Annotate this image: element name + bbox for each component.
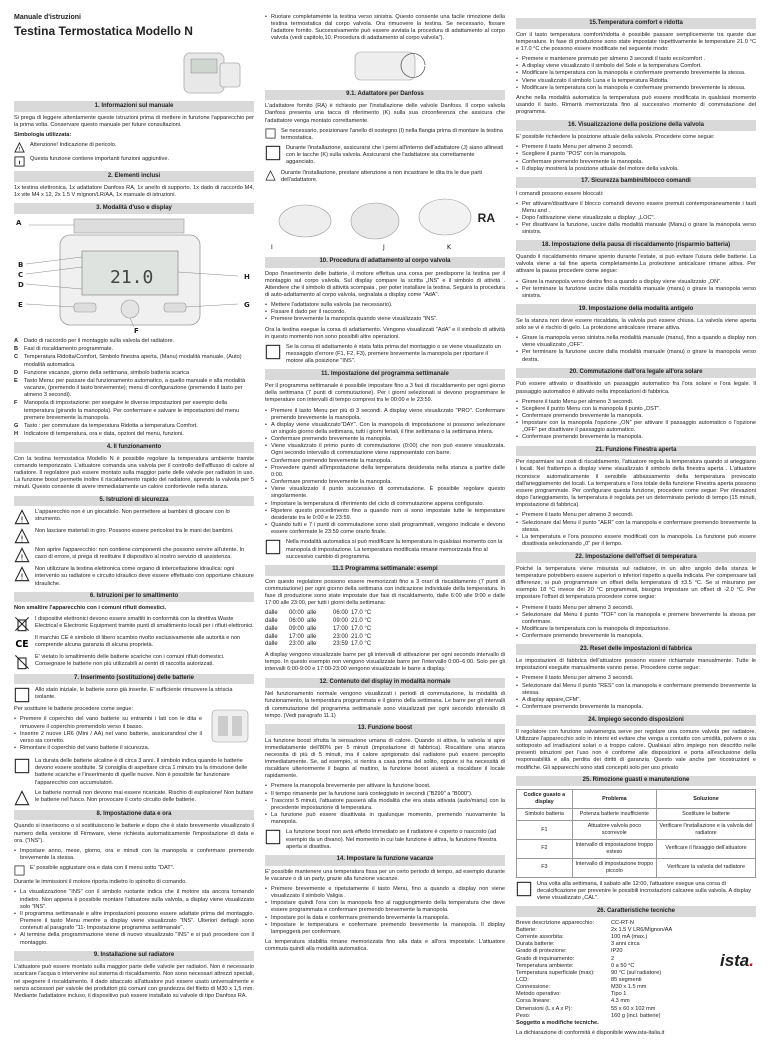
s8-text: Quando si inseriscono o si sostituiscono le batterie e dopo che è stato brevemente visualizzato il numero della versione di Firmware, viene richiesta automaticamente l'impostazione di data e ora. ("INS"). <box>14 823 254 844</box>
section-14-heading: 14. Impostare la funzione vacanze <box>265 855 505 866</box>
svg-text:21.0: 21.0 <box>110 267 154 289</box>
section-15-heading: 15.Temperatura comfort e ridotta <box>516 18 756 29</box>
schedule-table: dalle 00:00 alle 06:00 17.0 °C dalle 06:00 alle 09:00 21.0 °C dalle 09:00 alle 17:00 17.0 °C dalle 17:00 alle 23:00 21.0 °C dalle 23:00 alle 23:59 17.0 °C <box>265 610 372 648</box>
section-20-heading: 20. Commutazione dall'ora legale all'ora solare <box>516 368 756 379</box>
section-24-heading: 24. Impiego secondo disposizioni <box>516 715 756 726</box>
s25-note: Una volta alla settimana, il sabato alle 12:00, l'attuatore esegue una corsa di decalcificazione per prevenire le possibili incrostazioni calcaree sulla valvola. A display viene visualizzato „CAL". <box>537 880 751 901</box>
list-item: • Il tempo rimanente per la funzione sarà conteggiato in secondi ("B299" a "B000"). <box>265 791 505 798</box>
list-item: • Premere il tasto Menu per almeno 3 secondi. <box>516 675 756 682</box>
list-item: • Trascorsi 5 minuti, l'attuatore passerà alla modalità che era stata attivata (auto/manu) con la precedente impostazione di temperatura. <box>265 798 505 812</box>
s15-text-2: Anche nella modalità automatica la temperatura può essere modificata in qualsiasi momento usando il tasto. Rimarrà memorizzata fino al successivo momento di commutazione del programma. <box>516 94 756 116</box>
warning-icon <box>265 170 276 181</box>
list-item: • Confermare premendo brevemente la manopola. <box>516 434 756 441</box>
section-13-heading: 13. Funzione boost <box>265 724 505 735</box>
info-icon <box>14 758 30 774</box>
list-item: • Scegliere il punto "POS" con la manopola. <box>516 151 756 158</box>
s11-text: Per il programma settimanale è possibile impostare fino a 3 fasi di riscaldamento per ogni giorno della settimana (7 punti di commutazione). Per i giorni selezionati si devono programmare le temperature con intervalli di tempo compresi tra le 00:00 e le 23:59. <box>265 383 505 404</box>
section-21-heading: 21. Funzione Finestra aperta <box>516 446 756 457</box>
list-item: • A display viene visualizzato"DAY". Con la manopola di impostazione si possono selezionare un singolo giorno della settimana, tutti i giorni feriali, il fine settimana o la settimana intera. <box>265 422 505 436</box>
list-item: • Viene visualizzato il simbolo Luna e la temperatura Ridotta. <box>516 78 756 85</box>
list-item: • Viene visualizzato il primo punto di commutazione (0:00) che non può essere visualizzata. Ogni secondo intervallo di commutazione viene rappresentato con barre. <box>265 443 505 457</box>
product-image-area <box>14 47 254 97</box>
svg-text:G: G <box>244 301 250 310</box>
list-item: • Il programma settimanale e altre impostazioni possono essere adattate prima del montaggio. Premere il tasto Menu mentre a display viene visualizzato "INS". Ulteriori dettagli sono contenuti al paragrafo "11- Impostazione programma settimanale". <box>14 911 254 932</box>
s111-text-2: A display vengono visualizzate barre per gli intervalli di attivazione per ogni secondo intervallo di tempo. In questo esempio non vengono visualizzate barre per l'intervallo 0:00–6:00. Solo per gli intervalli 6:00-9:00 e 17:00-23:00 vengono visualizzate le barre a display. <box>265 652 505 673</box>
table-header-row: Codice guasto a display Problema Soluzione <box>517 790 756 809</box>
s6-note-1: I dispositivi elettronici devono essere smaltiti in conformità con la direttiva Waste Electrical e Electronic Equipment tramite punti di smaltimento locali per i rifiuti elettronici. <box>35 615 254 629</box>
thermostat-product-icon <box>14 47 254 97</box>
info-icon <box>14 865 25 876</box>
s4-text: Con la testina termostatica Modello N è possibile regolare la temperatura ambiente tramite comando temporizzato. L'attuatore comanda una valvola per il controllo dell'afflusso di calore al radiatore. Il regolatore può essere montato sulla maggior parte delle valvole per radiatori in uso. La funzione boost permette inoltre il riscaldamento rapido del radiatore, aprendo la valvola per 5 minuti. Questo consente di avere immediatamente un calore confortevole nella stanza. <box>14 455 254 491</box>
warning-icon <box>14 790 30 806</box>
ista-logo <box>720 950 754 972</box>
section-11-1-heading: 11.1 Programma settimanale: esempi <box>265 565 505 576</box>
s21-text: Per risparmiare sui costi di riscaldamento, l'attuatore regola la temperatura quando si arieggiano i locali. Nel frattempo a display viene visualizzato il simbolo della finestra aperta . L'attuatore riconosce automaticamente il sensibile abbassamento della temperatura provocato dall'arieggiamento dei locali. La temperatura e l'ora totale della funzione Finestra aperta possono essere programmate. Per configurare questa funzione, procedere come segue: Per rilevazioni dopo l'arieggiamento, la temperatura è regolata per un determinato periodo di tempo (15 minuti, impostazione di fabbrica). <box>516 459 756 509</box>
info-icon <box>265 145 281 161</box>
svg-text:!: ! <box>18 147 21 154</box>
s12-text: Nel funzionamento normale vengono visualizzati i periodi di commutazione, la modalità di funzionamento, la temperatura programmata e il giorno della settimana. Le barre per gli intervalli di commutazione del programma settimanale sono visualizzati per ogni secondo intervallo di tempo. (Vedi paragrafo 11.1) <box>265 691 505 719</box>
list-item: • Impostare le temperatura e confermare premendo brevemente la manopola. Il display lampeggerà per confermare. <box>265 922 505 936</box>
info-icon <box>14 156 25 167</box>
s10-text: Dopo l'inserimento delle batterie, il motore effettua una corsa per predisporre la testina per il montaggio sul corpo valvola. Sul display compare la scritta „INS" e il simbolo di attività . Attendere che il simbolo di attività scompaia , per poter installare la testina. Seguirà la procedura di auto-adattamento al corpo valvola, segnalata a display come "AdA". <box>265 270 505 298</box>
s8-text-2: Durante le immissioni il motore riporta indietro lo spinotto di comando. <box>14 879 187 886</box>
battery-disposal-icon <box>14 654 30 670</box>
s2-text: 1x testina elettronica, 1x adattatore Danfoss RA, 1x anello di supporto, 1x dado di raccordo M4, 1x vite M4 x 12, 2x 1.5 V mignon/LR/AA, 1x manuale di istruzioni. <box>14 185 254 199</box>
list-item: • Provvedere quindi all'impostazione della temperatura desiderata nella stanza a partire dalle 0:00. <box>265 465 505 479</box>
s13-note: La funzione boost non avrà effetto immediato se il radiatore è coperto o nascosto (ad esempio da un divano). Nel momento in cui tale funzione è attiva, la funzione finestra aperta si disattiva. <box>286 829 497 850</box>
list-item: • Per terminare la funzione uscire dalla modalità manuale (manu) o girare la manopola verso sinistra. <box>516 286 756 300</box>
section-17-heading: 17. Sicurezza bambini/blocco comandi <box>516 177 756 188</box>
svg-text:F: F <box>134 327 139 336</box>
specs-footnote-1: Soggetto a modifiche tecniche. <box>516 1019 599 1026</box>
danfoss-adapter-figure <box>265 187 505 253</box>
s16-text: E' possibile richiedere la posizione attuale della valvola. Procedere come segue: <box>516 134 715 141</box>
info-icon <box>516 881 532 897</box>
danfoss-adapter-icon <box>265 187 505 253</box>
list-item: • Confermare premendo brevemente la manopola. <box>516 633 756 640</box>
list-item: • Premere il tasto Menu per almeno 3 secondi. <box>516 144 756 151</box>
section-11-heading: 11. Impostazione del programma settimanale <box>265 369 505 380</box>
list-item: • La visualizzazione "INS" con il simbolo ruotante indica che il motore sta ancora tornando indietro. Non appena è possibile montare l'attuatore sulla valvola, a display viene visualizzato solo "INS". <box>14 889 254 910</box>
legend-key: B <box>14 346 19 353</box>
list-item: • Girare la manopola verso sinistra nella modalità manuale (manu), fino a quando a display non viene visualizzato „OFF". <box>516 335 756 349</box>
s7-note-3: Le batterie normali non devono mai essere ricaricate. Rischio di esplosione! Non buttare le batterie nel fuoco. Non provocare il corto circuito delle batterie. <box>35 789 254 803</box>
s5-note-2: Non lasciare materiali in giro. Possono essere pericolosi tra le mani dei bambini. <box>35 528 234 535</box>
list-item: • Selezionare dal Menu il punto "TOF" con la manopola e premere brevemente la stessa per confermare. <box>516 612 756 626</box>
section-8-heading: 8. Impostazione data e ora <box>14 810 254 821</box>
list-item: • Scegliere il punto Menu con la manopola il punto „DST". <box>516 406 756 413</box>
warning-icon <box>14 509 30 525</box>
legend-key: H <box>14 430 19 437</box>
info-icon <box>265 829 281 845</box>
list-item: • Confermare premendo brevemente la manopola. <box>265 458 505 465</box>
list-item: • Fissare il dado per il raccordo. <box>265 309 505 316</box>
list-item: • Modificare la temperatura con la manopola di impostazione. <box>516 626 756 633</box>
svg-text:D: D <box>18 281 24 290</box>
s91-note-3: Durante l'installazione, prestare attenzione a non incastrare le dita tra le due parti dell'adattatore. <box>281 169 483 183</box>
list-item: • Impostare quindi l'ora con la manopola fino al raggiungimento della temperatura che deve essere programmata e confermare premendo brevemente la manopola. <box>265 900 505 914</box>
s7-steps <box>14 716 202 752</box>
section-4-heading: 4. Il funzionamento <box>14 442 254 453</box>
s6-note-3: E' vietato lo smaltimento delle batterie scariche con i comuni rifiuti domestici. Consegnare le batterie non più utilizzabili ai centri di raccolta autorizzati. <box>35 653 225 667</box>
s7-text: Per sostituire le batterie procedere come segue: <box>14 706 134 713</box>
section-19-heading: 19. Impostazione della modalità antigelo <box>516 304 756 315</box>
s20-text: Può essere attivato o disattivato un passaggio automatico fra l'ora solare e l'ora legale. Il passaggio automatico è attivato nella impostazioni di fabbrica. <box>516 381 756 395</box>
legend-text: Tasto Menu: per passare dal funzionamento automatico, a quello manuale e alla modalità vacanze, (premendo il tasto brevemente); menu di configurazione (premendo il tasto per almeno 3 secondi). <box>24 377 246 399</box>
section-12-heading: 12. Contenuto del display in modalità normale <box>265 678 505 689</box>
table-row: Simbolo batteria Potenza batterie insufficiente Sostituire le batterie <box>517 809 756 821</box>
legend-key: D <box>14 369 19 376</box>
s15-text: Con il tasto temperatura comfort/ridotta è possibile passare semplicemente tra queste due temperature. In fase di produzione sono state impostate rispettivamente le temperature 21.0 °C e 17.0 °C che possono essere modificate nel seguente modo: <box>516 31 756 52</box>
s5-note-3: Non aprire l'apparecchio: non contiene componenti che possono servire all'utente. In caso di errore, si prega di restituire il dispositivo al nostro servizio di assistenza. <box>35 547 245 561</box>
svg-text:B: B <box>18 261 24 270</box>
list-item: • Confermare premendo brevemente la manopola. <box>516 413 756 420</box>
info-icon <box>265 344 281 360</box>
s1-info: Questa funzione contiene importanti funzioni aggiuntive. <box>30 156 169 163</box>
s91-note-1: Se necessario, posizionare l'anello di sostegno (I) nella flangia prima di montare la testina termostatica. <box>281 127 503 141</box>
adapter-ra-label: RA <box>477 210 495 225</box>
specs-footnote-2: La dichiarazione di conformità è disponibile www.ista-italia.it <box>516 1030 665 1037</box>
s10-text-2: Ora la testina esegue la corsa di adattamento. Vengono visualizzati "AdA" e il simbolo di attività in questo momento non sono possibili altre operazioni. <box>265 326 505 340</box>
list-item: • Premere brevemente e ripetutamente il tasto Menu, fino a quando a display non viene visualizzato il simbolo Valigia . <box>265 886 505 900</box>
display-legend <box>14 338 254 438</box>
s5-note-1: L'apparecchio non è un giocattolo. Non permettere ai bambini di giocare con lo strumento. <box>35 509 230 523</box>
ce-mark-icon <box>14 635 30 651</box>
weee-bin-icon <box>14 616 30 632</box>
list-item: • Viene visualizzato il punto successivo di commutazione. È possibile regolare questo singolarmente. <box>265 486 505 500</box>
svg-text:!: ! <box>20 553 24 563</box>
list-item: • Modificare la temperatura con la manopola e confermare premendo brevemente la stessa. <box>516 70 756 77</box>
list-item: • Impostare poi la data e confermare premendo brevemente la manopola. <box>265 915 505 922</box>
list-item: • Per attivare/disattivare il blocco comandi devono essere premuti contemporaneamente i tasti Menu and . <box>516 201 756 215</box>
s1-text: Si prega di leggere attentamente queste istruzioni prima di mettere in funzione l'apparecchio per la prima volta. Conservare questo manuale per future consultazioni. <box>14 114 254 129</box>
s5-note-4: Non utilizzare la testina elettronica come organo di intercettazione idraulica: ogni intervento su radiatore e circuito idraulico deve essere effettuato con opportune chiusure idrauliche. <box>35 566 254 587</box>
legend-key: A <box>14 338 19 345</box>
svg-text:!: ! <box>20 534 24 544</box>
list-item: • Premere la manopola brevemente per attivare la funzione boost. <box>265 783 505 790</box>
s91-note-2: Durante l'installazione, assicurarsi che i perni all'interno dell'adattatore (J) siano allineati con le tacche (K) sulla valvola. Assicurarsi che l'adattatore sia correttamente agganciato. <box>286 145 504 166</box>
warning-icon <box>14 547 30 563</box>
legend-key: G <box>14 422 19 429</box>
section-9-1-heading: 9.1. Adattatore per Danfoss <box>265 90 505 101</box>
s24-text: Il regolatore con funzione salvaenergia serve per regolare una comune valvola per radiatore. Utilizzare l'apparecchio solo in interni ed evitare che venga a contatto con umidità, polvere o sia sottoposto ad irradiazioni solari o a troppo calore. Qualsiasi altro impiego non descritto nelle presenti istruzioni per l'uso non è conforme alle disposizioni e porta all'esclusione della responsabilità e alla perdita dei diritti di garanzia. Questo vale anche per ricostruzioni e modifiche. Gli apparecchi sono stati concepiti solo per uso privato <box>516 728 756 771</box>
logo-text: ista <box>719 951 750 971</box>
warning-icon <box>14 142 25 153</box>
list-item: • Per terminare la funzione uscire dalla modalità manuale (manu) o girare la manopola verso destra. <box>516 349 756 363</box>
section-5-heading: 5. Istruzioni di sicurezza <box>14 496 254 507</box>
s19-text: Se la stanza non deve essere riscaldata, la valvola può essere chiusa. La valvola viene aperta solo se vi è rischio di gelo. La protezione anticalcare rimane attiva. <box>516 317 756 331</box>
s91-text: L'adattatore fornito (RA) è richiesto per l'installazione delle valvole Danfoss. Il corpo valvola Danfoss presenta una tacca di riferimento (K) sulla sua circonferenza che assicura che l'adattatore venga montato correttamente. <box>265 103 505 124</box>
list-item: • Modificare la temperatura con la manopola e confermare premendo brevemente la stessa. <box>516 85 756 92</box>
list-item: • Inserire 2 nuove LR6 (Mini / AA) nel vano batterie, assicurandosi che il verso sia corretto. <box>14 731 202 745</box>
list-item: • Premere il tasto Menu per almeno 3 secondi. <box>516 512 756 519</box>
svg-text:I: I <box>271 243 273 251</box>
legend-key: E <box>14 377 18 384</box>
battery-compartment-icon <box>206 706 254 746</box>
section-3-heading: 3. Modalità d'uso e display <box>14 203 254 214</box>
list-item: • Confermare premendo brevemente la manopola. <box>265 479 505 486</box>
list-item: • Premere il tasto Menu per almeno 3 secondi. <box>516 605 756 612</box>
troubleshooting-table <box>516 789 756 877</box>
s8-note: E' possibile aggiustare ora e data con il menu sotto "DAT". <box>30 865 175 872</box>
doc-kicker: Manuale d'istruzioni <box>14 14 82 21</box>
s6-note-2: Il marchio CE è simbolo di libero scambio rivolto esclusivamente alle autorità e non comprende alcuna garanzia di alcuna proprietà. <box>35 634 241 648</box>
table-row: F1 Attuatore valvola poco scorrevole Verificare l'installazione e la valvola del radiatore <box>517 821 756 840</box>
svg-text:!: ! <box>20 515 24 525</box>
section-26-heading: 26. Caratteristiche tecniche <box>516 906 756 917</box>
list-item: • Ripetere questo procedimento fino a quando non si sono impostate tutte le temperature desiderate tra le 0:00 e le 23:59. <box>265 508 505 522</box>
valve-removal-icon <box>265 46 505 86</box>
s9-text: L'attuatore può essere montato sulla maggior parte delle valvole per radiatori. Non è necessario scaricare l'acqua o intervenire sul sistema di riscaldamento. Non sono necessari attrezzi speciali, né spegnere il riscaldamento. Il dado attaccato all'attuatore può essere usato universalmente e senza accessori per valvole dei produttori più comuni con grandezza del filetto di M30 x 1,5 mm. Mediante l'adattatore incluso, il dispositivo può essere installato su valvole di tipo Danfoss RA. <box>14 964 254 999</box>
list-item: • Confermare premendo brevemente la manopola. <box>265 436 505 443</box>
list-item: • Al termine della programmazione viene di nuovo visualizzato "INS" e si può procedere con il montaggio. <box>14 932 254 946</box>
list-item: • Premere e mantenere premuto per almeno 3 secondi il tasto eco/comfort . <box>516 56 756 63</box>
section-22-heading: 22. Impostazione dell'offset di temperatura <box>516 552 756 563</box>
column-1 <box>14 14 254 1003</box>
s23-text: Le impostazioni di fabbrica dell'attuatore possono essere richiamate manualmente. Tutte le impostazioni eseguite manualmente vanno perse. Procedere come segue: <box>516 658 756 672</box>
svg-text:E: E <box>18 301 23 310</box>
legend-text: Indicatore di temperatura, ora e data, opzioni del menu, funzioni. <box>24 430 184 437</box>
list-item: • Confermare premendo brevemente la manopola. <box>516 159 756 166</box>
list-item: • Il display mostrerà la posizione attuale del motore della valvola. <box>516 166 756 173</box>
legend-text: Fasi di riscaldamento programmate. <box>24 346 114 353</box>
s7-note-1: Allo stato iniziale, le batterie sono già inserite. E' sufficiente rimuovere la striscia isolante. <box>35 687 233 701</box>
section-7-heading: 7. Inserimento (sostituzione) delle batterie <box>14 674 254 685</box>
list-item: • Quando tutti e 7 i punti di commutazione sono stati programmati, vengono indicate e devono essere confermate le 23:59 come orario finale. <box>265 522 505 536</box>
s1-symbols-label: Simbologia utilizzata: <box>14 132 72 139</box>
legend-key: F <box>14 400 18 407</box>
legend-key: C <box>14 354 19 361</box>
section-10-heading: 10. Procedura di adattamento al corpo valvola <box>265 257 505 268</box>
logo-dot-icon: . <box>749 951 754 971</box>
svg-text:H: H <box>244 273 250 282</box>
column-2 <box>265 14 505 956</box>
specs-list: Breve descrizione apparecchio: CC-RT-N Batterie: 2x 1.5 V LR6/Mignon/AA Corrente assorbita: 100 mA (max.) Durata batterie: 3 anni circa Grado di protezione: IP20 Grado di inquinamento: 2 Temperatura ambiente: 0 a 50 °C Temperatura superficiale (max): 90 °C (sul radiatore) LCD: 85 segmenti Connessione: M30 x 1.5 mm Metodo operativo: Tipo 1 Corsa lineare: 4.3 mm Dimensioni (L x A x P): 55 x 60 x 102 mm Peso: 160 g (incl. batterie) <box>516 919 673 1019</box>
list-item: • Premere il tasto Menu per almeno 3 secondi. <box>516 399 756 406</box>
legend-text: Funzione vacanze, giorno della settimana, simbolo batteria scarica <box>24 369 190 376</box>
section-18-heading: 18. Impostazione della pausa di riscaldamento (risparmio batteria) <box>516 240 756 251</box>
list-item: • Girare la manopola verso destra fino a quando a display viene visualizzato „ON". <box>516 279 756 286</box>
svg-text:!: ! <box>20 572 24 582</box>
svg-text:CE: CE <box>15 638 29 650</box>
list-item: • Confermare premendo brevemente la manopola. <box>516 704 756 711</box>
section-1-heading: 1. Informazioni sul manuale <box>14 101 254 112</box>
list-item: • A display viene visualizzato il simbolo del Sole e la temperatura Comfort. <box>516 63 756 70</box>
svg-text:K: K <box>447 243 451 251</box>
info-icon <box>14 687 30 703</box>
s18-text: Quando il riscaldamento rimane spento durante l'estate, si può evitare l'usura delle batterie. La valvola viene a tal fine aperta completamente.La protezione anticalcare rimane attiva. Per attivare la pausa procedere come segue: <box>516 254 756 275</box>
s13-text: La funzione boost sfrutta la sensazione umana di calore. Quando si attiva, la valvola si apre immediatamente dell'80% per 5 minuti (impostazione di fabbrica). Riscaldare una stanza necessita di più di 5 minuti, ma il calore sprigionato dal radiatore può essere percepito immediatamente. Se, ad esempio, si rientra a casa prima del solito, oppure si ha necessità di riscaldare ulteriormente il bagno al mattino, la funzione boost aiuterà a riscaldare il locale rapidamente. <box>265 737 505 780</box>
list-item: • La temperatura e l'ora possono essere modificati con la manopola. La funzione può essere disattivata selezionando „0" per il tempo. <box>516 534 756 548</box>
list-item: • Impostare anno, mese, giorno, ora e minuti con la manopola e confermare premendo brevemente la stessa. <box>14 848 254 862</box>
list-item: • A display appare„CFM". <box>516 697 756 704</box>
s22-text: Poiché la temperatura viene misurata sul radiatore, in un altro angolo della stanza le temperature potrebbero essere superiori o inferiori rispetto a quella indicata. Per compensare tali differenze, si può programmare un offset della temperatura di ±3.5 °C. Se si misurano per esempio 18 °C invece dei 20 °C programmati, bisogna impostare un offset di -2.0 °C. Per impostare l'offset di temperatura procedere come segue: <box>516 565 756 601</box>
list-item: • Mettere l'adattatore sulla valvola (se necessario). <box>265 302 505 309</box>
table-row: F3 Intervallo di impostazione troppo piccolo Verificare la valvola del radiatore <box>517 858 756 877</box>
s10-note: Se la corsa di adattamento è stata fatta prima del montaggio o se viene visualizzato un messaggio d'errore (F1, F2, F3), premere brevemente la manopola per riportare il motore alla posizione "INS". <box>286 343 501 365</box>
list-item: • La funzione può essere disattivata in qualunque momento, premendo nuovamente la manopola. <box>265 812 505 826</box>
info-icon <box>265 539 281 555</box>
list-item: • Impostare la temperatura di riferimento del ciclo di commutazione appena configurato. <box>265 501 505 508</box>
table-row: F2 Intervallo di impostazione troppo esteso Verificare il fissaggio dell'attuatore <box>517 839 756 858</box>
display-diagram-icon <box>14 217 254 335</box>
list-item: • Impostare con la manopola l'opzione „ON" per attivare il passaggio automatico o l'opzione „OFF" per disattivare il passaggio automatico. <box>516 420 756 434</box>
list-item: • Premere il tasto Menu per più di 3 secondi. A display viene visualizzato "PRO". Confermare premendo brevemente la manopola. <box>265 408 505 422</box>
section-16-heading: 16. Visualizzazione della posizione della valvola <box>516 120 756 131</box>
doc-title: Testina Termostatica Modello N <box>14 23 193 38</box>
svg-text:A: A <box>16 219 22 228</box>
svg-text:C: C <box>18 271 24 280</box>
column-3 <box>516 14 756 1040</box>
section-9-heading: 9. Installazione sul radiatore <box>14 951 254 962</box>
s1-warning: Attenzione! Indicazione di pericolo. <box>30 142 117 149</box>
info-icon <box>265 128 276 139</box>
section-6-heading: 6. Istruzioni per lo smaltimento <box>14 592 254 603</box>
list-item: • Selezionare dal Menu il punto "AER" con la manopola e confermare premendo brevemente la stessa. <box>516 520 756 534</box>
section-23-heading: 23. Reset delle impostazioni di fabbrica <box>516 644 756 655</box>
section-25-heading: 25. Rimozione guasti e manutenzione <box>516 776 756 787</box>
s6-subtitle: Non smaltire l'apparecchio con i comuni rifiuti domestici. <box>14 605 167 612</box>
warning-icon <box>14 566 30 582</box>
s14-text: E' possibile mantenere una temperatura fissa per un certo periodo di tempo, ad esempio durante le vacanze o di un party, grazie alla funzione vacanze. <box>265 868 505 882</box>
svg-text:J: J <box>383 243 385 251</box>
list-item: • Dopo l'attivazione viene visualizzato a display: „LOC". <box>516 215 756 222</box>
valve-image <box>265 46 505 86</box>
s14-text-2: La temperatura stabilita rimane memorizzata fino alla data e all'ora impostate. L'attuatore commuta quindi alla modalità automatica. <box>265 938 505 953</box>
list-item: • Premere brevemente la manopola quando viene visualizzato "INS". <box>265 316 505 323</box>
s111-text: Con questo regolatore possono essere memorizzati fino a 3 orari di riscaldamento (7 punti di commutazione) per ogni giorno della settimana con indicazione individuale della temperatura. In fase di produzione sono state impostate due fasi di riscaldamento, dalle 6:00 alle 9:00 e dalle 17:00 alle 23:00, per tutti i giorni della settimana: <box>265 578 505 606</box>
s7-note-2: La durata delle batterie alcaline è di circa 3 anni. Il simbolo indica quando le batterie devono essere sostituite. Si consiglia di aspettare circa 1 minuto tra la rimozione delle batterie scariche e l'inserimento di quelle nuove. Non è possibile far funzionare l'apparecchio con accumulatori. <box>35 758 248 786</box>
s11-note: Nella modalità automatica si può modificare la temperatura in qualsiasi momento con la manopola di impostazione. La temperatura modificata rimane memorizzata fino al successivo cambio di programma. <box>286 539 503 560</box>
legend-text: Dado di raccordo per il montaggio sulla valvola del radiatore. <box>24 338 175 345</box>
legend-text: Manopola di impostazione: per eseguire le diverse impostazioni per esempio della temperatura (girando la manopola). Per confermare e salvare le impostazioni del menu premere brevemente la manopola. <box>24 400 240 421</box>
list-item: • Premere il coperchio del vano batterie su entrambi i lati con le dita e rimuovere il coperchio premendolo verso il basso. <box>14 716 202 730</box>
s17-text: I comandi possono essere bloccati: <box>516 190 604 197</box>
legend-text: Temperatura Ridotta/Comfort, Simbolo finestra aperta, (Manu) modalità manuale, (Auto) modalità automatica. <box>24 354 242 368</box>
list-item: • Rimontare il coperchio del vano batterie il sicurezza. <box>14 745 202 752</box>
section-2-heading: 2. Elementi inclusi <box>14 171 254 182</box>
display-diagram <box>14 217 254 335</box>
list-item: • Ruotare completamente la testina verso sinistra. Questo consente una facile rimozione della testina termostatica dal corpo valvola. Ora rimuovere la testina. Se necessario, fissare l'adattore fornito. Successivamente può essere avviata la procedura di adattamento al corpo valvola (vedi capitolo,10. Procedura di adattamento al corpo valvola"). <box>265 14 505 43</box>
list-item: • Selezionare dal Menu il punto "RES" con la manopola e confermare premendo brevemente la stessa. <box>516 683 756 697</box>
warning-icon <box>14 528 30 544</box>
legend-text: Tasto : per commutare da temperatura Ridotta a temperatura Comfort. <box>24 422 198 429</box>
list-item: • Per disattivare la funzione, uscire dalla modalità manuale (Manu) o girare la manopola verso sinistra. <box>516 222 756 236</box>
